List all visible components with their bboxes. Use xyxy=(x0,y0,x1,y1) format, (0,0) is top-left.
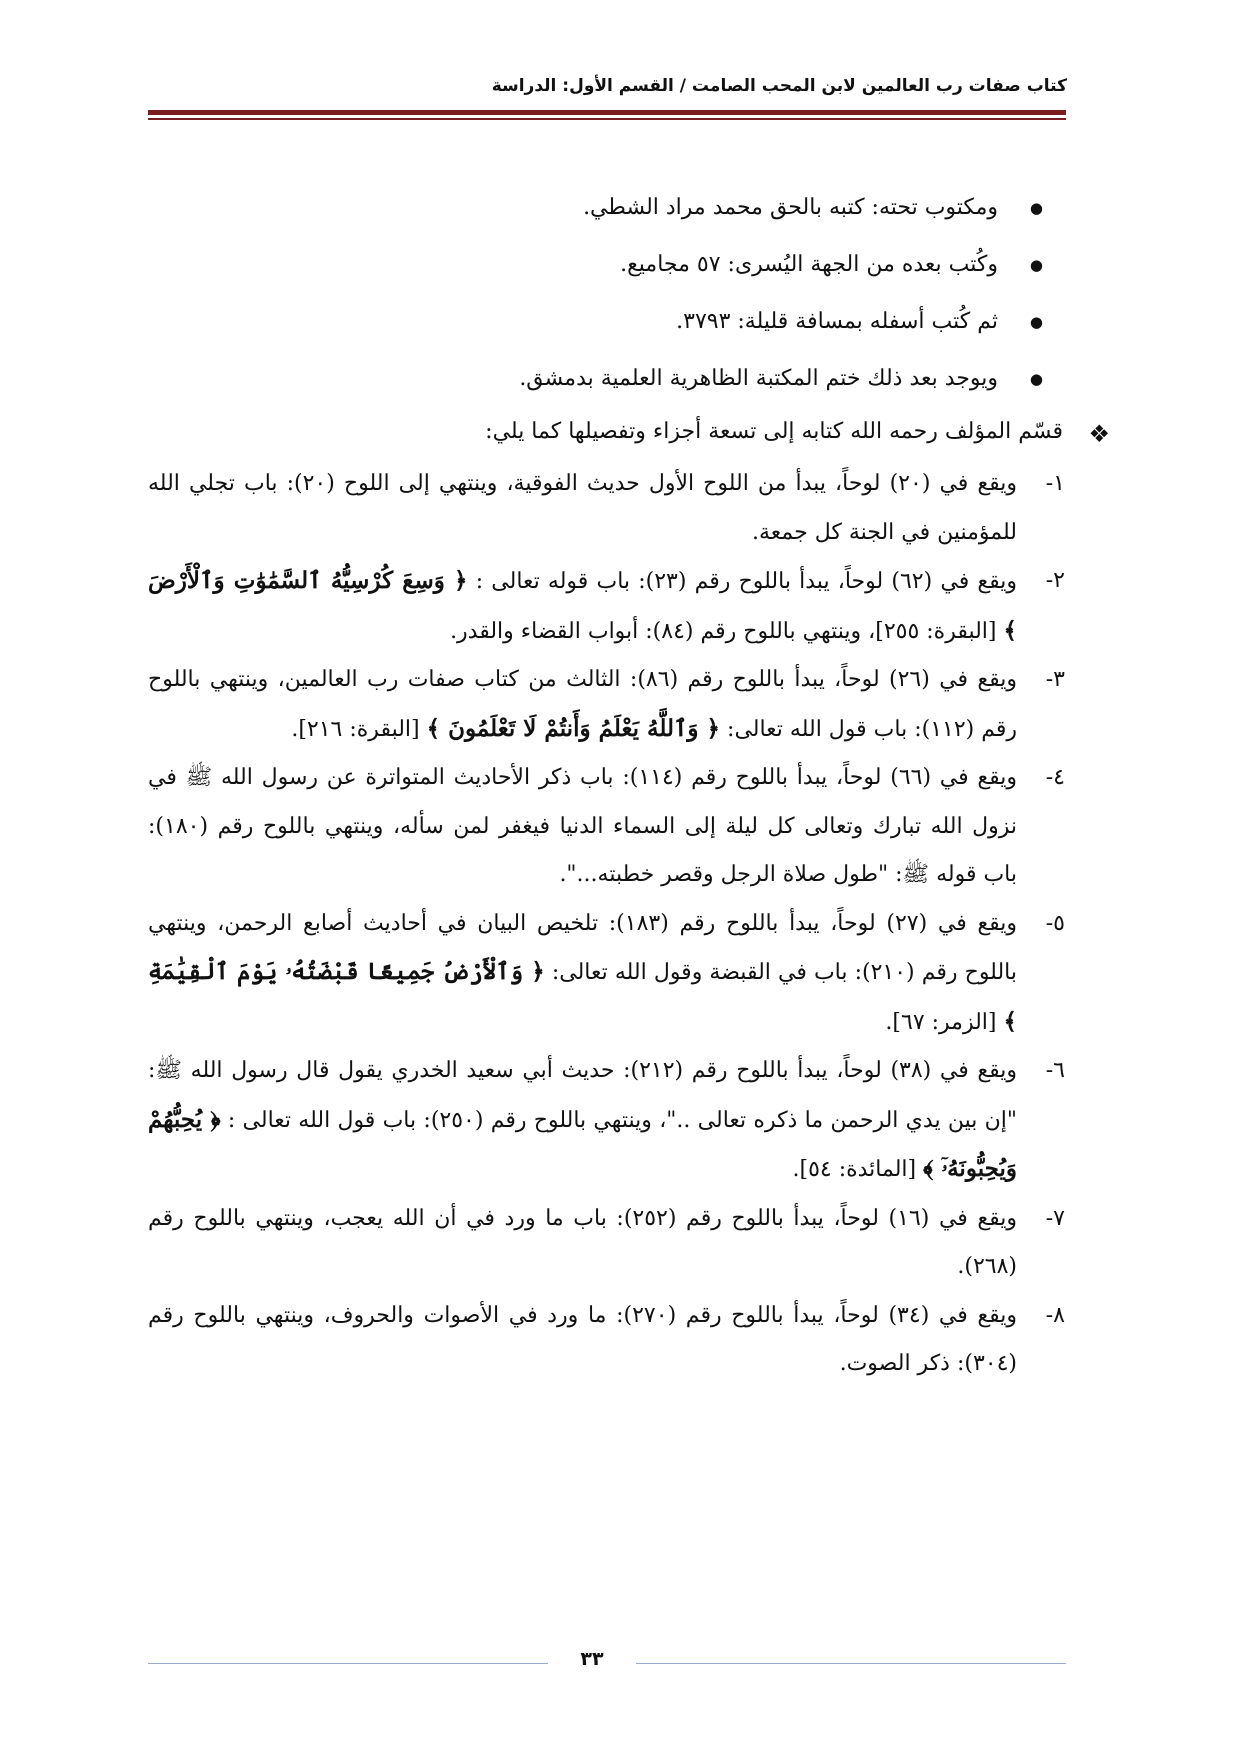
part-text xyxy=(148,1195,1017,1292)
part-text xyxy=(148,557,1017,656)
part-item-4 xyxy=(148,754,1065,900)
part-number: ٥- xyxy=(1045,910,1065,936)
list-item-text: ويوجد بعد ذلك ختم المكتبة الظاهرية العلمية بدمشق. xyxy=(519,366,998,391)
part-number: ٣- xyxy=(1045,667,1065,692)
parts-list xyxy=(148,460,1065,1389)
part-description: ويقع في (٦٢) لوحاً، يبدأ باللوح رقم (٢٣): باب قوله تعالى : xyxy=(475,569,1018,594)
part-text xyxy=(148,900,1017,1048)
part-text xyxy=(148,1292,1017,1389)
list-item xyxy=(360,359,998,416)
quran-verse: ﴿ وَسِعَ كُرْسِيُّهُ ٱلسَّمَٰوَٰتِ وَٱلْأَرْضَ ﴾ xyxy=(148,567,1017,644)
footer-rule-right xyxy=(636,1663,1066,1664)
part-description-end: [المائدة: ٥٤]. xyxy=(792,1157,917,1182)
page-number: ٣٣ xyxy=(580,1648,604,1670)
part-description: ويقع في (١٦) لوحاً، يبدأ باللوح رقم (٢٥٢): باب ما ورد في أن الله يعجب، وينتهي باللوح رقم (٢٦٨). xyxy=(148,1205,1017,1279)
part-text xyxy=(148,754,1017,900)
part-description: ويقع في (٢٠) لوحاً، يبدأ من اللوح الأول حديث الفوقية، وينتهي إلى اللوح (٢٠): باب تجلي الله للمؤمنين في الجنة كل جمعة. xyxy=(148,471,1017,545)
list-item-text: وكُتب بعده من الجهة اليُسرى: ٥٧ مجاميع. xyxy=(620,252,998,277)
part-description: ويقع في (٢٦) لوحاً، يبدأ باللوح رقم (٨٦): الثالث من كتاب صفات رب العالمين، وينتهي باللوح رقم (١١٢): باب قول الله تعالى: xyxy=(148,667,1017,742)
part-number: ٨- xyxy=(1045,1302,1065,1328)
list-item xyxy=(360,302,998,359)
list-item xyxy=(360,245,998,302)
quran-verse: ﴿ وَٱلْأَرْضُ جَمِيعًا قَبْضَتُهُۥ يَوْمَ ٱلْقِيَٰمَةِ ﴾ xyxy=(148,958,1017,1035)
part-number: ٤- xyxy=(1045,765,1065,790)
part-description: ويقع في (٦٦) لوحاً، يبدأ باللوح رقم (١١٤): باب ذكر الأحاديث المتواترة عن رسول الله ﷺ في نزول الله تبارك وتعالى كل ليلة إلى السماء الدنيا فيغفر لمن سأله، وينتهي باللوح رقم (١٨٠): باب قوله ﷺ: "طول صلاة الرجل وقصر خطبته...". xyxy=(148,765,1017,887)
part-item-3 xyxy=(148,656,1065,754)
header-rule-thin xyxy=(148,118,1066,120)
header-rule-thick xyxy=(148,110,1066,115)
part-item-8 xyxy=(148,1292,1065,1389)
part-item-1 xyxy=(148,460,1065,557)
part-description-end: [الزمر: ٦٧]. xyxy=(885,1009,997,1035)
part-description-end: [البقرة: ٢١٦]. xyxy=(291,716,420,742)
quran-verse: ﴿ يُحِبُّهُمْ وَيُحِبُّونَهُۥٓ ﴾ xyxy=(148,1105,1017,1182)
list-item-text: ومكتوب تحته: كتبه بالحق محمد مراد الشطي. xyxy=(583,195,998,220)
part-item-2 xyxy=(148,557,1065,656)
four-diamond-icon: ❖ xyxy=(1088,420,1110,448)
part-description: ويقع في (٣٨) لوحاً، يبدأ باللوح رقم (٢١٢): حديث أبي سعيد الخدري يقول قال رسول الله ﷺ: "إن بين يدي الرحمن ما ذكره تعالى .."، وينتهي باللوح رقم (٢٥٠): باب قول الله تعالى : xyxy=(148,1058,1018,1133)
section-intro xyxy=(360,412,1110,452)
part-number: ٧- xyxy=(1045,1205,1065,1231)
part-text xyxy=(148,1047,1017,1195)
running-header: كتاب صفات رب العالمين لابن المحب الصامت / القسم الأول: الدراسة xyxy=(491,76,1067,96)
part-number: ٢- xyxy=(1045,568,1065,593)
footer-rule-left xyxy=(148,1663,548,1664)
part-number: ١- xyxy=(1045,471,1065,496)
part-text xyxy=(148,656,1017,754)
list-item xyxy=(360,188,998,245)
part-description: ويقع في (٣٤) لوحاً، يبدأ باللوح رقم (٢٧٠): ما ورد في الأصوات والحروف، وينتهي باللوح رقم (٣٠٤): ذكر الصوت. xyxy=(148,1302,1018,1376)
part-text xyxy=(148,460,1017,557)
quran-verse: ﴿ وَٱللَّهُ يَعْلَمُ وَأَنتُمْ لَا تَعْلَمُونَ ﴾ xyxy=(426,714,721,742)
section-intro-text: قسّم المؤلف رحمه الله كتابه إلى تسعة أجزاء وتفصيلها كما يلي: xyxy=(485,419,1063,444)
part-item-5 xyxy=(148,900,1065,1048)
list-item-text: ثم كُتب أسفله بمسافة قليلة: ٣٧٩٣. xyxy=(676,309,998,334)
part-description-end: [البقرة: ٢٥٥]، وينتهي باللوح رقم (٨٤): أبواب القضاء والقدر. xyxy=(450,618,997,644)
part-description: ويقع في (٢٧) لوحاً، يبدأ باللوح رقم (١٨٣): تلخيص البيان في أحاديث أصابع الرحمن، وينتهي باللوح رقم (٢١٠): باب في القبضة وقول الله تعالى: xyxy=(148,910,1018,985)
manuscript-notes-list xyxy=(360,188,998,416)
part-item-7 xyxy=(148,1195,1065,1292)
part-item-6 xyxy=(148,1047,1065,1195)
part-number: ٦- xyxy=(1045,1058,1065,1083)
